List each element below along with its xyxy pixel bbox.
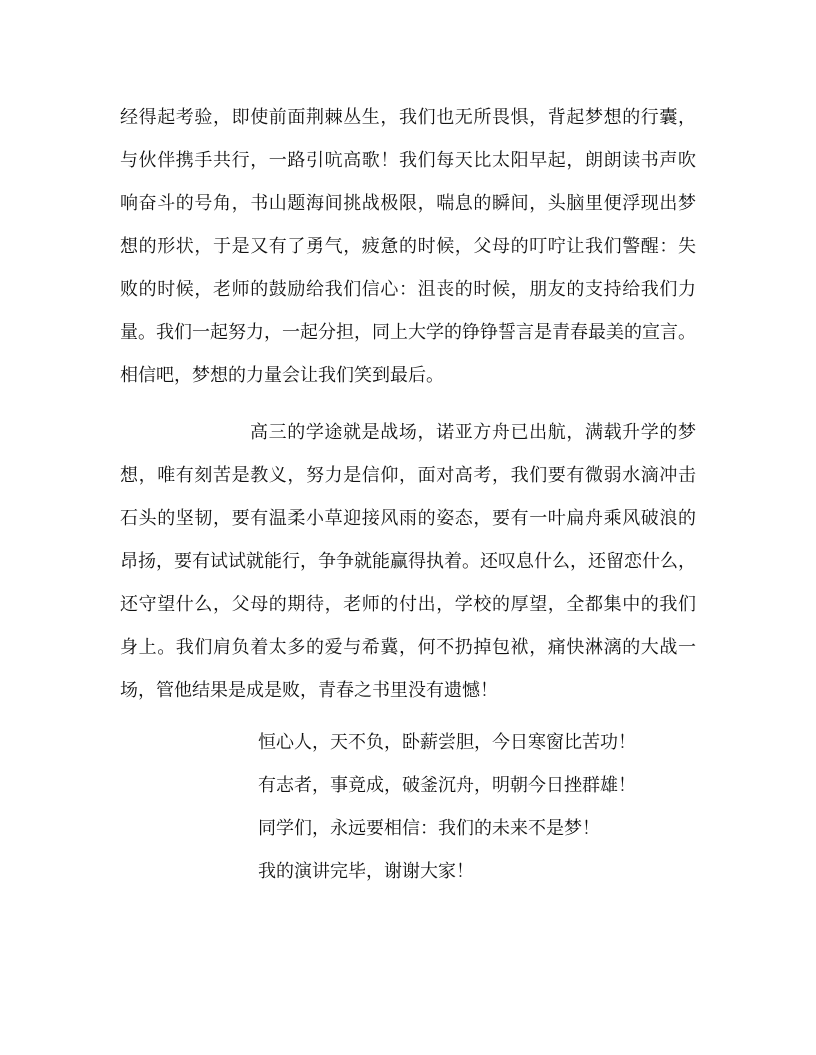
paragraph-1-line-6: 量。我们一起努力，一起分担，同上大学的铮铮誓言是青春最美的宣言。 [120, 322, 696, 343]
closing-line-4: 我的演讲完毕，谢谢大家！ [258, 861, 474, 882]
paragraph-1-line-1: 经得起考验，即使前面荆棘丛生，我们也无所畏惧，背起梦想的行囊， [120, 107, 696, 128]
paragraph-1-line-4: 想的形状，于是又有了勇气，疲惫的时候，父母的叮咛让我们警醒：失 [120, 236, 696, 257]
paragraph-1-line-3: 响奋斗的号角，书山题海间挑战极限，喘息的瞬间，头脑里便浮现出梦 [120, 193, 696, 214]
paragraph-2-line-7: 场，管他结果是成是败，青春之书里没有遗憾！ [120, 680, 498, 701]
paragraph-1-line-5: 败的时候，老师的鼓励给我们信心：沮丧的时候，朋友的支持给我们力 [120, 279, 696, 300]
paragraph-1-line-2: 与伙伴携手共行，一路引吭高歌！我们每天比太阳早起，朗朗读书声吹 [120, 150, 696, 171]
paragraph-2-line-5: 还守望什么，父母的期待，老师的付出，学校的厚望，全都集中的我们 [120, 594, 696, 615]
paragraph-1-line-7: 相信吧，梦想的力量会让我们笑到最后。 [120, 365, 444, 386]
closing-line-1: 恒心人，天不负，卧薪尝胆，今日寒窗比苦功！ [258, 732, 636, 753]
paragraph-2-line-2: 想，唯有刻苦是教义，努力是信仰，面对高考，我们要有微弱水滴冲击 [120, 465, 696, 486]
closing-line-2: 有志者，事竟成，破釜沉舟，明朝今日挫群雄！ [258, 775, 636, 796]
paragraph-2-line-4: 昂扬，要有试试就能行，争争就能赢得执着。还叹息什么，还留恋什么， [120, 551, 696, 572]
paragraph-2-line-1: 高三的学途就是战场，诺亚方舟已出航，满载升学的梦 [250, 422, 696, 443]
paragraph-2-line-3: 石头的坚韧，要有温柔小草迎接风雨的姿态，要有一叶扁舟乘风破浪的 [120, 508, 696, 529]
paragraph-2-line-6: 身上。我们肩负着太多的爱与希冀，何不扔掉包袱，痛快淋漓的大战一 [120, 637, 696, 658]
closing-line-3: 同学们，永远要相信：我们的未来不是梦！ [258, 818, 600, 839]
